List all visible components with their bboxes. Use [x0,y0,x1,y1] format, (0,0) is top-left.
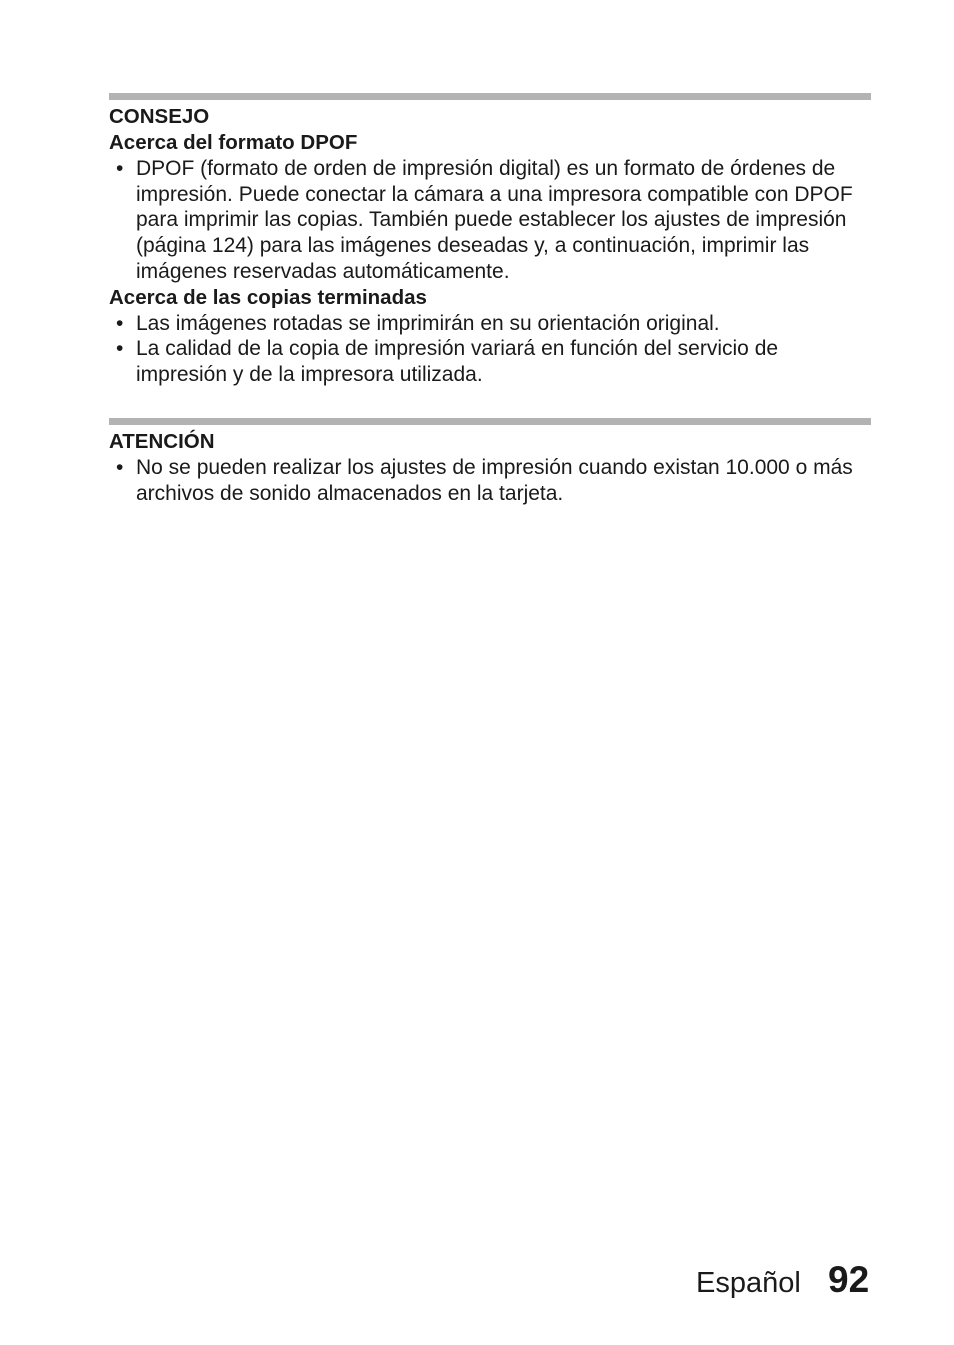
warning-box [109,429,871,506]
tip-heading-copies: Acerca de las copias terminadas [109,285,427,309]
tip-divider [109,93,871,100]
tip-label: CONSEJO [109,105,210,128]
list-item-text: No se pueden realizar los ajustes de impresión cuando existan 10.000 o más archivos de sonido almacenados en la tarjeta. [136,456,853,505]
list-item [109,455,871,506]
bullet-icon: • [116,456,124,479]
warning-divider [109,418,871,425]
list-item [109,311,871,337]
tip-box [109,104,871,388]
tip-copies-list [109,311,871,388]
footer-language: Español [696,1267,801,1299]
list-item [109,156,871,285]
bullet-icon: • [116,337,124,361]
warning-label: ATENCIÓN [109,430,215,453]
warning-list [109,455,871,506]
list-item-text: DPOF (formato de orden de impresión digital) es un formato de órdenes de impresión. Puede conectar la cámara a una impresora compatible con DPOF para imprimir las copias. También puede establecer los ajustes de impresión (página 124) para las imágenes deseadas y, a continuación, imprimir las imágenes reservadas automáticamente. [136,157,853,283]
list-item-text: Las imágenes rotadas se imprimirán en su orientación original. [136,311,720,335]
list-item [109,336,871,387]
bullet-icon: • [116,157,124,180]
tip-heading-dpof: Acerca del formato DPOF [109,131,358,154]
bullet-icon: • [116,311,124,335]
tip-dpof-list [109,156,871,285]
list-item-text: La calidad de la copia de impresión variará en función del servicio de impresión y de la impresora utilizada. [136,337,779,386]
page-number: 92 [828,1259,870,1300]
